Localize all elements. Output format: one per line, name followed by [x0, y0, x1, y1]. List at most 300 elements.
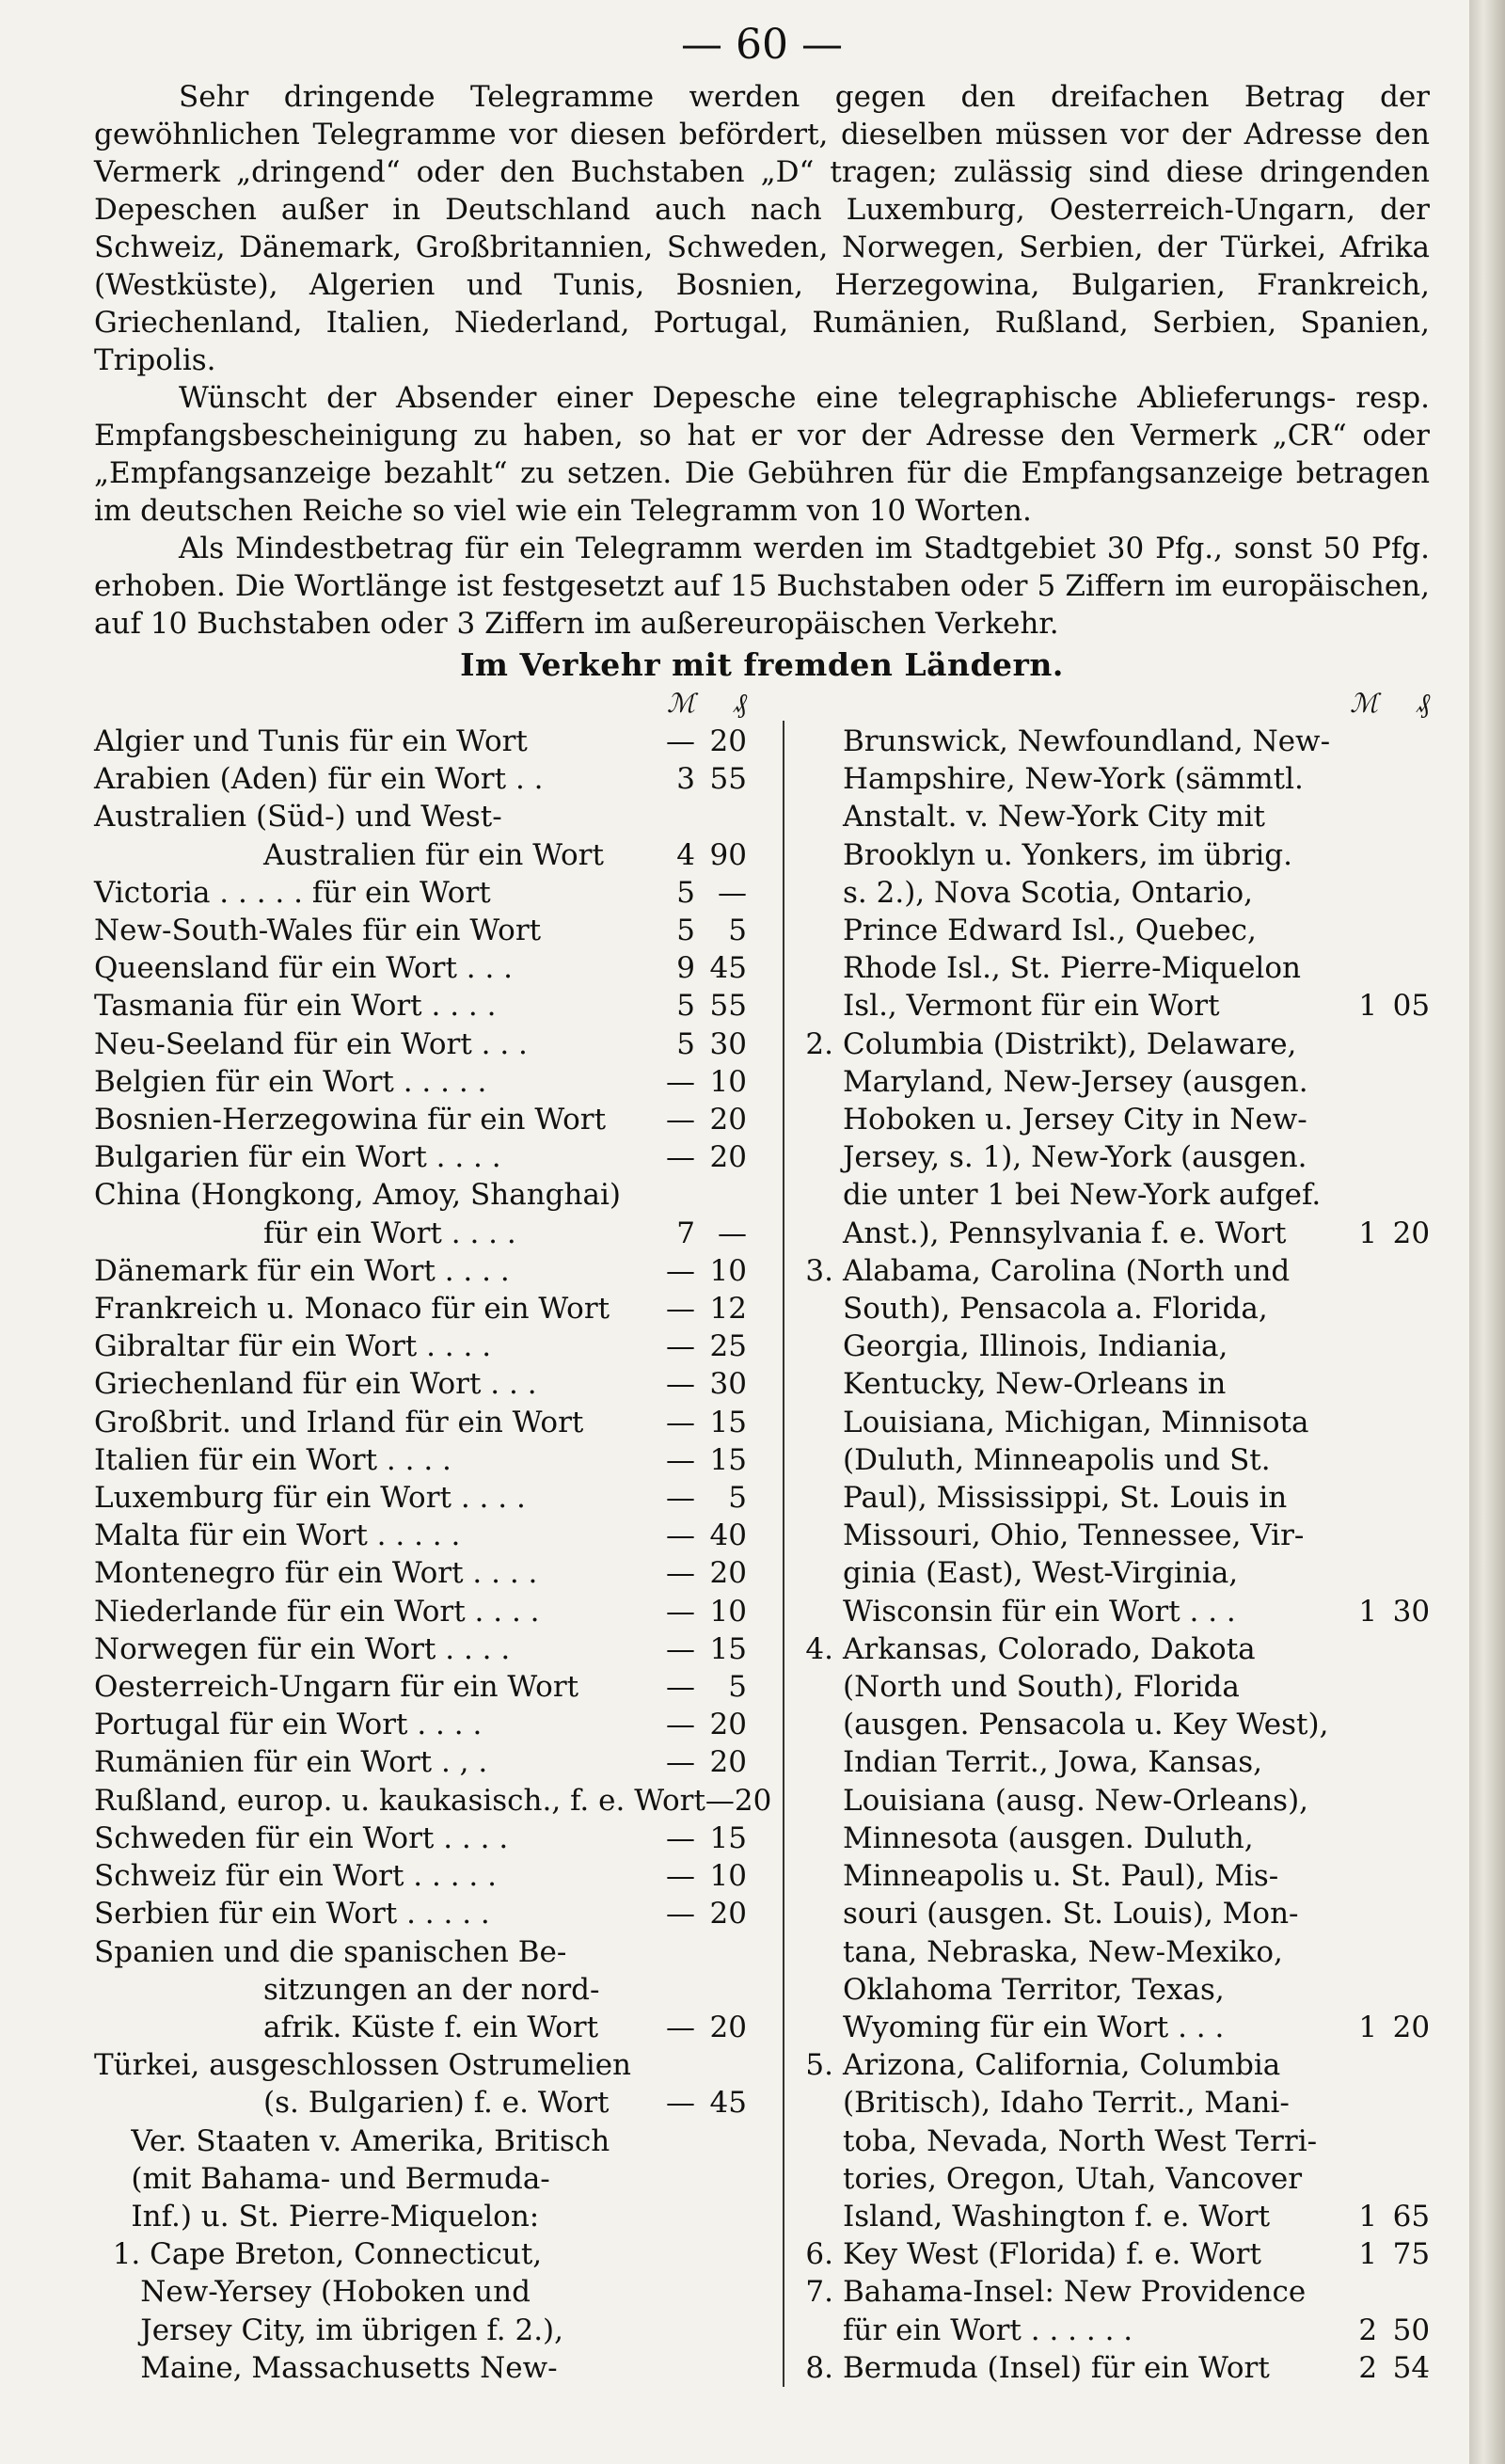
rate-pfennig [695, 2122, 747, 2160]
table-row [94, 1820, 747, 1857]
rate-mark: 5 [676, 989, 695, 1024]
rate-mark [1330, 1404, 1377, 1441]
rate-mark: 1 [1358, 989, 1378, 1024]
rate-pfennig: 90 [709, 837, 747, 872]
table-row [94, 2122, 747, 2160]
rate-mark [1330, 1706, 1377, 1743]
rate-label: Hoboken u. Jersey City in New- [843, 1103, 1307, 1137]
table-row [792, 2273, 1430, 2311]
rate-pfennig: 65 [1392, 2199, 1431, 2233]
rate-label: Montenegro für ein Wort . . . . [94, 1556, 538, 1591]
table-row [792, 836, 1430, 874]
table-row [94, 1176, 747, 1214]
group-number: 8. [805, 2350, 833, 2385]
rate-mark: 5 [676, 875, 695, 910]
rate-label: (Britisch), Idaho Territ., Mani- [843, 2086, 1290, 2121]
rate-label: (North und South), Florida [843, 1670, 1240, 1705]
rate-mark [1330, 1517, 1377, 1554]
rate-label: Malta für ein Wort . . . . . [94, 1518, 461, 1553]
rate-label: Rumänien für ein Wort . , . [94, 1745, 488, 1780]
rate-label: tories, Oregon, Utah, Vancover [843, 2161, 1303, 2196]
table-row [792, 1668, 1430, 1706]
rate-pfennig [1377, 2273, 1430, 2311]
table-row [792, 912, 1430, 949]
group-number [792, 1404, 843, 1441]
rate-mark [1330, 1327, 1377, 1365]
rate-label: Maine, Massachusetts New- [94, 2350, 558, 2385]
rate-label: Australien (Süd-) und West- [94, 800, 502, 835]
rate-pfennig [1377, 1933, 1430, 1971]
rate-mark [1330, 1025, 1377, 1063]
table-row [94, 949, 747, 987]
group-number: 3. [805, 1253, 833, 1288]
rate-label: Columbia (Distrikt), Delaware, [843, 1026, 1297, 1061]
rate-label: Bermuda (Insel) für ein Wort [843, 2350, 1270, 2385]
rate-label: toba, Nevada, North West Terri- [843, 2123, 1318, 2158]
rate-pfennig: 40 [709, 1518, 747, 1553]
rate-pfennig: 75 [1392, 2237, 1431, 2272]
rate-label: für ein Wort . . . . . . [843, 2313, 1133, 2347]
rate-label: 1. Cape Breton, Connecticut, [94, 2237, 543, 2272]
rate-label: Australien für ein Wort [263, 837, 604, 872]
rate-pfennig: 5 [728, 1670, 747, 1705]
section-title: Im Verkehr mit fremden Ländern. [460, 646, 1064, 683]
rate-pfennig: 54 [1392, 2350, 1431, 2385]
table-row [94, 1365, 747, 1403]
table-row [792, 723, 1430, 760]
rate-mark: — [666, 724, 695, 758]
currency-header-left [94, 685, 747, 723]
rate-pfennig [1377, 949, 1430, 987]
group-number [792, 1138, 843, 1176]
rate-mark [639, 2312, 695, 2349]
rate-mark: — [666, 1064, 695, 1099]
rate-pfennig: 20 [709, 1556, 747, 1591]
rate-label: s. 2.), Nova Scotia, Ontario, [843, 875, 1254, 910]
rate-mark: — [666, 1518, 695, 1553]
rate-pfennig: 25 [709, 1329, 747, 1364]
group-number [792, 1782, 843, 1820]
table-row [94, 760, 747, 798]
rate-mark [1330, 2084, 1377, 2122]
rate-label: Oesterreich-Ungarn für ein Wort [94, 1670, 579, 1705]
table-row [792, 1404, 1430, 1441]
rates-column-right [771, 685, 1430, 2387]
rate-mark [1330, 1063, 1377, 1101]
rate-mark: — [666, 1140, 695, 1175]
rate-mark: 5 [676, 1026, 695, 1061]
rate-label: Georgia, Illinois, Indianiа, [843, 1329, 1228, 1364]
rate-pfennig [695, 2273, 747, 2311]
table-row [792, 1743, 1430, 1781]
rate-mark [639, 2235, 695, 2273]
rate-pfennig: 5 [728, 1481, 747, 1516]
table-row [94, 1668, 747, 1706]
rate-pfennig [1377, 1630, 1430, 1668]
table-row [94, 1025, 747, 1063]
table-row [792, 2198, 1430, 2235]
rate-mark [639, 798, 695, 835]
rate-pfennig: 20 [709, 1103, 747, 1137]
rate-pfennig [1377, 1971, 1430, 2009]
rate-label: Dänemark für ein Wort . . . . [94, 1253, 510, 1288]
rate-pfennig [695, 2198, 747, 2235]
table-row [94, 1517, 747, 1554]
table-row [94, 1101, 747, 1138]
rate-label: China (Hongkong, Amoy, Shanghai) [94, 1178, 621, 1213]
rate-mark: — [666, 2010, 695, 2044]
rate-pfennig [1377, 723, 1430, 760]
table-row [792, 949, 1430, 987]
rate-mark [639, 2046, 695, 2084]
rate-mark: 1 [1358, 2199, 1378, 2233]
rate-label: Jersey, s. 1), New-York (ausgen. [843, 1140, 1307, 1175]
table-row [792, 2160, 1430, 2198]
rate-mark: 3 [676, 762, 695, 797]
group-number [792, 1101, 843, 1138]
table-row [792, 2046, 1430, 2084]
rate-pfennig [1377, 874, 1430, 912]
rate-mark [639, 1933, 695, 1971]
rate-mark [639, 2198, 695, 2235]
rate-mark [639, 2273, 695, 2311]
rate-pfennig [1377, 1365, 1430, 1403]
table-row [792, 2312, 1430, 2349]
rate-label: für ein Wort . . . . [263, 1216, 516, 1250]
rate-label: Maryland, New-Jersey (ausgen. [843, 1064, 1308, 1099]
rate-label: Inf.) u. St. Pierre-Miquelon: [94, 2199, 540, 2233]
table-row [792, 2084, 1430, 2122]
table-row [792, 1782, 1430, 1820]
rate-pfennig [695, 2046, 747, 2084]
rate-label: Italien für ein Wort . . . . [94, 1442, 452, 1477]
rate-mark: — [666, 1745, 695, 1780]
rate-mark: — [666, 1103, 695, 1137]
rate-label: Tasmania für ein Wort . . . . [94, 989, 497, 1024]
rate-label: New-South-Wales für ein Wort [94, 914, 542, 948]
table-row [94, 1895, 747, 1932]
table-row [94, 1554, 747, 1592]
table-row [94, 2009, 747, 2046]
rate-label: Wyoming für ein Wort . . . [843, 2010, 1225, 2044]
paragraph-urgent-telegrams: Sehr dringende Telegramme werden gegen den dreifachen Betrag der gewöhnlichen Telegramme vor diesen befördert, dieselben müssen vor der Adresse den Vermerk „dringend“ oder den Buchstaben „D“ tragen; zulässig sind diese dringenden Depeschen außer in Deutschland auch nach Luxemburg, Oesterreich-Ungarn, der Schweiz, Dänemark, Großbritannien, Schweden, Norwegen, Serbien, der Türkei, Afrika (Westküste), Algerien und Tunis, Bosnien, Herzegowina, Bulgarien, Frankreich, Griechenland, Italien, Niederland, Portugal, Rumänien, Rußland, Serbien, Spanien, Tripolis. [94, 80, 1430, 377]
rate-pfennig [1377, 1290, 1430, 1327]
table-row [792, 1630, 1430, 1668]
rate-mark: — [666, 1670, 695, 1705]
table-row [792, 874, 1430, 912]
group-number [792, 1820, 843, 1857]
rates-table [94, 685, 1430, 2387]
rates-column-left [94, 685, 771, 2387]
group-number [792, 1479, 843, 1517]
rate-mark: 1 [1358, 2237, 1378, 2272]
rate-label: (ausgen. Pensacola u. Key West), [843, 1708, 1329, 1742]
table-row [94, 2235, 747, 2273]
rate-pfennig: 20 [709, 2010, 747, 2044]
rate-pfennig: 20 [1392, 1216, 1431, 1250]
rate-label: Louisiana, Michigan, Minnisota [843, 1405, 1309, 1439]
group-number [792, 1895, 843, 1932]
rate-mark: — [666, 1897, 695, 1931]
rate-pfennig [695, 2160, 747, 2198]
table-row [94, 2084, 747, 2122]
rate-pfennig: 45 [709, 2086, 747, 2121]
rate-mark [1330, 1554, 1377, 1592]
rate-pfennig: 20 [709, 724, 747, 758]
table-row [94, 1138, 747, 1176]
rate-label: ginia (East), West-Virginia, [843, 1556, 1239, 1591]
rate-label: Alabama, Carolina (North und [843, 1253, 1291, 1288]
rate-pfennig [1377, 836, 1430, 874]
rate-pfennig [1377, 2084, 1430, 2122]
rate-pfennig [1377, 2160, 1430, 2198]
rate-label: Arkansas, Colorado, Dakota [843, 1631, 1256, 1666]
rate-mark [639, 2122, 695, 2160]
group-number [792, 874, 843, 912]
rate-mark [1330, 836, 1377, 874]
rate-pfennig [1377, 912, 1430, 949]
rate-label: Jersey City, im übrigen f. 2.), [94, 2313, 563, 2347]
rate-pfennig: 30 [709, 1026, 747, 1061]
rate-mark [1330, 1138, 1377, 1176]
rate-mark [1330, 1441, 1377, 1479]
rate-mark [1330, 1782, 1377, 1820]
table-row [792, 1593, 1430, 1630]
table-row [792, 1554, 1430, 1592]
rate-label: Großbrit. und Irland für ein Wort [94, 1405, 584, 1439]
rate-label: Anst.), Pennsylvania f. e. Wort [843, 1216, 1287, 1250]
group-number [792, 1857, 843, 1895]
rate-pfennig [695, 1176, 747, 1214]
rate-mark [1330, 874, 1377, 912]
rate-pfennig [1377, 1857, 1430, 1895]
table-row [792, 1971, 1430, 2009]
rate-mark [1330, 1176, 1377, 1214]
rate-mark: — [666, 1367, 695, 1402]
rate-label: Hampshire, New-York (sämmtl. [843, 762, 1304, 797]
rate-label: Arizona, California, Columbia [843, 2048, 1281, 2083]
group-number [792, 1743, 843, 1781]
rate-pfennig [695, 2235, 747, 2273]
rate-label: afrik. Küste f. ein Wort [263, 2010, 599, 2044]
rate-pfennig: 20 [709, 1140, 747, 1175]
table-row [792, 987, 1430, 1025]
rate-label: Island, Washington f. e. Wort [843, 2199, 1271, 2233]
rate-mark: 9 [676, 951, 695, 986]
rate-label: Minnesota (ausgen. Duluth, [843, 1820, 1254, 1855]
rate-mark [639, 1176, 695, 1214]
rate-pfennig [1377, 1063, 1430, 1101]
rate-pfennig: 30 [709, 1367, 747, 1402]
table-row [94, 1063, 747, 1101]
table-row [792, 1101, 1430, 1138]
paragraph-delivery-receipt: Wünscht der Absender einer Depesche eine telegraphische Ablieferungs- resp. Empfangsbescheinigung zu haben, so hat er vor der Adresse den Vermerk „CR“ oder „Empfangsanzeige bezahlt“ zu setzen. Die Gebühren für die Empfangsanzeige betragen im deutschen Reiche so viel wie ein Telegramm von 10 Worten. [94, 381, 1430, 528]
rate-label: Arabien (Aden) für ein Wort . . [94, 762, 544, 797]
rate-pfennig [1377, 1252, 1430, 1290]
group-number [792, 2009, 843, 2046]
rate-pfennig: 15 [709, 1442, 747, 1477]
rate-mark [1330, 1365, 1377, 1403]
rate-mark [1330, 723, 1377, 760]
rate-mark [1330, 949, 1377, 987]
table-row [94, 1706, 747, 1743]
rate-mark [1330, 1820, 1377, 1857]
rate-pfennig: 55 [709, 989, 747, 1024]
rate-label: Key West (Florida) f. e. Wort [843, 2237, 1261, 2272]
rate-label: Wisconsin für ein Wort . . . [843, 1594, 1236, 1629]
rate-mark: — [666, 1556, 695, 1591]
rate-label: Ver. Staaten v. Amerika, Britisch [94, 2123, 610, 2158]
group-number [792, 760, 843, 798]
rate-mark: — [666, 1631, 695, 1666]
rate-pfennig: 20 [709, 1897, 747, 1931]
rate-mark: — [705, 1783, 735, 1818]
table-row [792, 2122, 1430, 2160]
group-number [792, 798, 843, 835]
rate-mark: 4 [676, 837, 695, 872]
rate-pfennig [1377, 760, 1430, 798]
column-divider [783, 721, 784, 2387]
rate-label: Queensland für ein Wort . . . [94, 951, 514, 986]
rate-label: Norwegen für ein Wort . . . . [94, 1631, 511, 1666]
group-number: 5. [805, 2048, 833, 2083]
rate-pfennig: 15 [709, 1405, 747, 1439]
group-number [792, 723, 843, 760]
page-edge [1469, 0, 1505, 2464]
group-number [792, 1063, 843, 1101]
mark-header: ℳ [667, 688, 695, 719]
currency-header-right [792, 685, 1430, 723]
group-number [792, 949, 843, 987]
rate-label: Schweiz für ein Wort . . . . . [94, 1859, 497, 1894]
rate-pfennig: 15 [709, 1820, 747, 1855]
rate-mark [1330, 912, 1377, 949]
table-row [94, 2046, 747, 2084]
rate-mark [1330, 798, 1377, 835]
table-row [94, 912, 747, 949]
rate-label: tana, Nebraska, New-Mexiko, [843, 1934, 1283, 1969]
rate-mark [1330, 2122, 1377, 2160]
rate-pfennig: 10 [709, 1859, 747, 1894]
group-number [792, 2312, 843, 2349]
table-row [94, 2273, 747, 2311]
table-row [792, 1479, 1430, 1517]
table-row [792, 1215, 1430, 1252]
rate-label: Minneapolis u. St. Paul), Mis- [843, 1859, 1279, 1894]
table-row [792, 1820, 1430, 1857]
rate-label: Paul), Mississippi, St. Louis in [843, 1481, 1288, 1516]
rate-pfennig: 15 [709, 1631, 747, 1666]
rate-mark [1330, 1933, 1377, 1971]
table-row [792, 2009, 1430, 2046]
rate-label: Neu-Seeland für ein Wort . . . [94, 1026, 528, 1061]
table-row [94, 987, 747, 1025]
rate-label: Louisiana (ausg. New-Orleans), [843, 1783, 1309, 1818]
rate-pfennig: 20 [709, 1745, 747, 1780]
group-number: 2. [805, 1026, 833, 1061]
table-row [94, 2349, 747, 2387]
rate-label: Griechenland für ein Wort . . . [94, 1367, 537, 1402]
rate-pfennig [1377, 1743, 1430, 1781]
table-row [792, 1252, 1430, 1290]
rate-label: Rhode Isl., St. Pierre-Miquelon [843, 951, 1301, 986]
rate-pfennig: 20 [709, 1708, 747, 1742]
rate-label: Spanien und die spanischen Be- [94, 1934, 567, 1969]
table-row [94, 1971, 747, 2009]
table-row [792, 2235, 1430, 2273]
rate-label: (Duluth, Minneapolis und St. [843, 1442, 1271, 1477]
group-number [792, 1706, 843, 1743]
rate-label: Schweden für ein Wort . . . . [94, 1820, 509, 1855]
rate-pfennig [1377, 1025, 1430, 1063]
rate-pfennig: 45 [709, 951, 747, 986]
group-number [792, 2122, 843, 2160]
rate-pfennig [1377, 2122, 1430, 2160]
rate-mark: — [666, 1859, 695, 1894]
pfennig-header: ₰ [734, 688, 747, 719]
rate-pfennig [1377, 1441, 1430, 1479]
rate-pfennig: 05 [1392, 989, 1431, 1024]
rate-label: Brooklyn u. Yonkers, im übrig. [843, 837, 1293, 872]
rate-label: New-Yersey (Hoboken und [94, 2275, 531, 2310]
table-row [792, 1857, 1430, 1895]
table-row [94, 1743, 747, 1781]
rate-mark: — [666, 1708, 695, 1742]
table-row [792, 798, 1430, 835]
group-number [792, 1933, 843, 1971]
table-row [94, 1404, 747, 1441]
rate-mark: 7 [676, 1216, 695, 1250]
rate-pfennig [1377, 1706, 1430, 1743]
table-row [94, 2312, 747, 2349]
table-row [792, 1327, 1430, 1365]
rate-mark [1330, 1252, 1377, 1290]
rate-mark [1330, 1895, 1377, 1932]
group-number [792, 2160, 843, 2198]
rate-mark: 2 [1358, 2350, 1378, 2385]
rate-mark [1330, 1857, 1377, 1895]
rate-mark: — [666, 1329, 695, 1364]
rate-pfennig [1377, 1554, 1430, 1592]
rate-mark [1330, 2273, 1377, 2311]
page-number: — 60 — [681, 21, 843, 69]
rate-label: Brunswick, Newfoundland, New- [843, 724, 1331, 758]
group-number: 6. [805, 2237, 833, 2272]
table-row [94, 874, 747, 912]
rate-label: Algier und Tunis für ein Wort [94, 724, 528, 758]
rate-pfennig: 12 [709, 1292, 747, 1327]
group-number [792, 1176, 843, 1214]
table-row [94, 1252, 747, 1290]
rate-pfennig [1377, 1782, 1430, 1820]
rate-mark [639, 1971, 695, 2009]
table-row [94, 2198, 747, 2235]
group-number [792, 1971, 843, 2009]
group-number [792, 1290, 843, 1327]
table-row [792, 1517, 1430, 1554]
rate-pfennig [695, 2349, 747, 2387]
group-number [792, 836, 843, 874]
group-number [792, 2198, 843, 2235]
table-row [792, 1895, 1430, 1932]
rate-label: Indian Territ., Jowa, Kansas, [843, 1745, 1263, 1780]
table-row [792, 1706, 1430, 1743]
rate-pfennig: 10 [709, 1064, 747, 1099]
rate-label: Belgien für ein Wort . . . . . [94, 1064, 487, 1099]
paragraph-minimum-charge: Als Mindestbetrag für ein Telegramm werden im Stadtgebiet 30 Pfg., sonst 50 Pfg. erhoben. Die Wortlänge ist festgesetzt auf 15 Buchstaben oder 5 Ziffern im europäischen, auf 10 Buchstaben oder 3 Ziffern im außereuropäischen Verkehr. [94, 532, 1430, 641]
rate-mark [1330, 760, 1377, 798]
table-row [94, 1327, 747, 1365]
